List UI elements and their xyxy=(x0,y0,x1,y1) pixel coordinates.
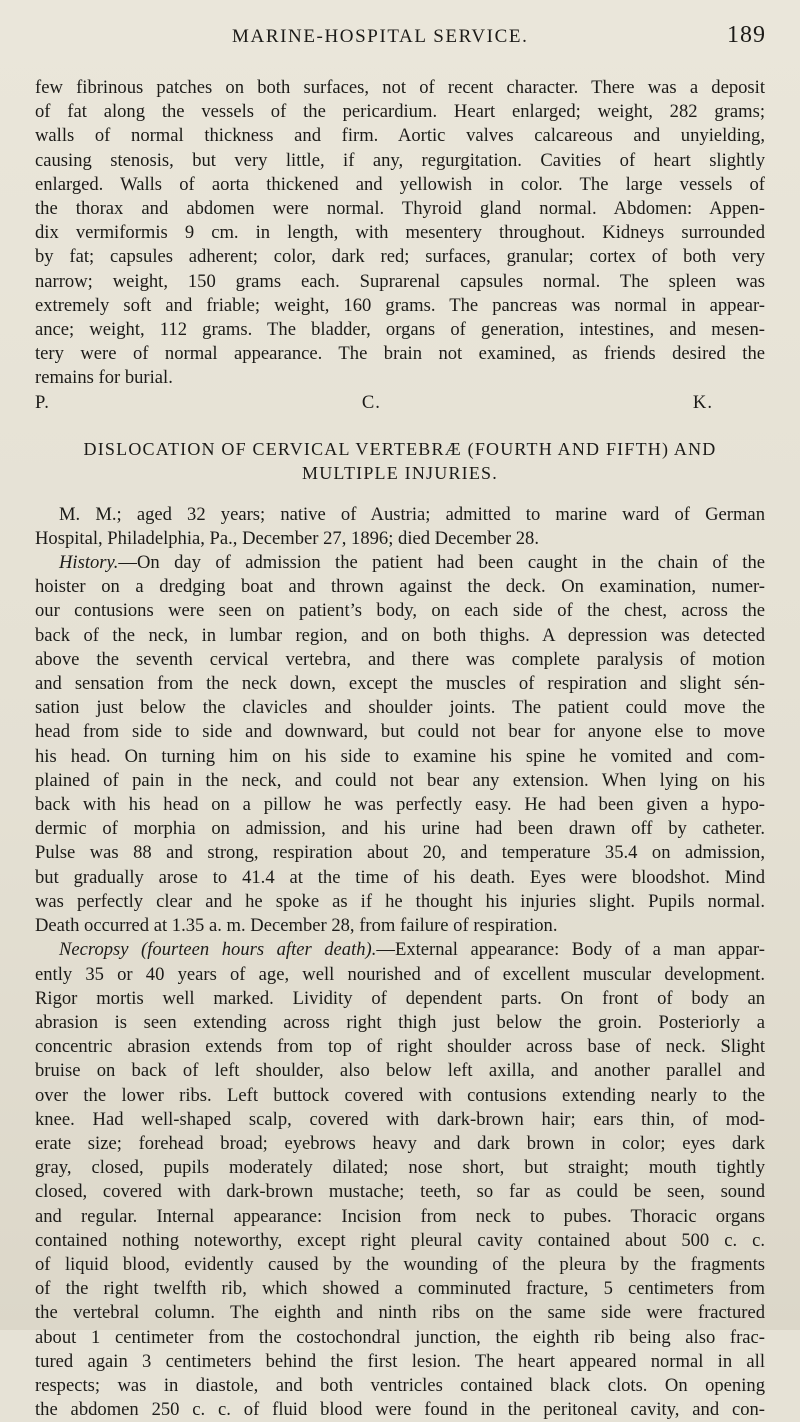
text-line: enlarged. Walls of aorta thickened and yellowish in color. The large vessels of xyxy=(35,173,765,195)
case-heading xyxy=(35,437,765,485)
text-line: and sensation from the neck down, except the muscles of respiration and slight sén- xyxy=(35,673,765,695)
text-line: and regular. Internal appearance: Incision from neck to pubes. Thoracic organs xyxy=(35,1205,765,1227)
text-run: —On day of admission the patient had been caught in the chain of the xyxy=(118,552,765,574)
text-run: —External appearance: Body of a man appar- xyxy=(376,939,765,961)
text-line: by fat; capsules adherent; color, dark red; surfaces, granular; cortex of both very xyxy=(35,246,765,268)
case-heading-line: DISLOCATION OF CERVICAL VERTEBRÆ (FOURTH AND FIFTH) AND xyxy=(83,438,717,459)
text-line: ently 35 or 40 years of age, well nourished and of excellent muscular development. xyxy=(35,963,765,985)
text-line: the vertebral column. The eighth and ninth ribs on the same side were fractured xyxy=(35,1302,765,1324)
text-line: was perfectly clear and he spoke as if he thought his injuries slight. Pupils normal. xyxy=(35,890,765,912)
patient-info-paragraph xyxy=(35,503,765,551)
text-line: sation just below the clavicles and shoulder joints. The patient could move the xyxy=(35,697,765,719)
text-line: the thorax and abdomen were normal. Thyroid gland normal. Abdomen: Appen- xyxy=(35,198,765,220)
text-line: dix vermiformis 9 cm. in length, with mesentery throughout. Kidneys surrounded xyxy=(35,222,765,244)
text-line: few fibrinous patches on both surfaces, not of recent character. There was a deposit xyxy=(35,77,765,98)
text-line: back with his head on a pillow he was perfectly easy. He had been given a hypo- xyxy=(35,794,765,816)
text-line: ance; weight, 112 grams. The bladder, organs of generation, intestines, and mesen- xyxy=(35,319,765,341)
text-line: abrasion is seen extending across right thigh just below the groin. Posteriorly a xyxy=(35,1011,765,1033)
text-line: extremely soft and friable; weight, 160 grams. The pancreas was normal in appear- xyxy=(35,294,765,316)
text-line: bruise on back of left shoulder, also below left axilla, and another parallel and xyxy=(35,1060,765,1082)
text-line: tured again 3 centimeters behind the first lesion. The heart appeared normal in all xyxy=(35,1350,765,1372)
case-heading-line: MULTIPLE INJURIES. xyxy=(302,462,498,483)
text-line: but gradually arose to 41.4 at the time of his death. Eyes were bloodshot. Mind xyxy=(35,866,765,888)
text-line: head from side to side and downward, but could not bear for anyone else to move xyxy=(35,721,765,743)
text-line xyxy=(35,551,765,575)
text-line: of fat along the vessels of the pericardium. Heart enlarged; weight, 282 grams; xyxy=(35,101,765,123)
history-paragraph xyxy=(35,551,765,938)
text-line: Hospital, Philadelphia, Pa., December 27, 1896; died December 28. xyxy=(35,527,539,549)
text-line xyxy=(35,938,765,962)
section-lead: History. xyxy=(59,552,119,574)
text-line: his head. On turning him on his side to examine his spine he vomited and com- xyxy=(35,745,765,767)
text-line: narrow; weight, 150 grams each. Suprarenal capsules normal. The spleen was xyxy=(35,270,765,292)
text-line: of liquid blood, evidently caused by the wounding of the pleura by the fragments xyxy=(35,1253,765,1275)
text-line: of the right twelfth rib, which showed a comminuted fracture, 5 centimeters from xyxy=(35,1278,765,1300)
text-line: contained nothing noteworthy, except right pleural cavity contained about 500 c. c. xyxy=(35,1229,765,1251)
text-line: our contusions were seen on patient’s body, on each side of the chest, across the xyxy=(35,600,765,622)
text-line: tery were of normal appearance. The brain not examined, as friends desired the xyxy=(35,343,765,365)
necropsy-paragraph xyxy=(35,938,765,1422)
text-line: remains for burial. xyxy=(35,367,173,389)
author-initials: P. C. K. xyxy=(35,391,713,413)
text-line: Pulse was 88 and strong, respiration about 20, and temperature 35.4 on admission, xyxy=(35,842,765,864)
text-line: causing stenosis, but very little, if any, regurgitation. Cavities of heart slightly xyxy=(35,149,765,171)
text-line: hoister on a dredging boat and thrown against the deck. On examination, numer- xyxy=(35,576,765,598)
text-line: Death occurred at 1.35 a. m. December 28, from failure of respiration. xyxy=(35,915,558,937)
text-line: knee. Had well-shaped scalp, covered with dark-brown hair; ears thin, of mod- xyxy=(35,1108,765,1130)
text-line: above the seventh cervical vertebra, and there was complete paralysis of motion xyxy=(35,648,765,670)
section-lead: Necropsy (fourteen hours after death). xyxy=(59,939,377,961)
autopsy-continuation-paragraph xyxy=(35,76,765,415)
text-line: M. M.; aged 32 years; native of Austria; admitted to marine ward of German xyxy=(59,503,765,525)
text-line: walls of normal thickness and firm. Aortic valves calcareous and unyielding, xyxy=(35,125,765,147)
text-line: over the lower ribs. Left buttock covered with contusions extending nearly to the xyxy=(35,1084,765,1106)
text-line: back of the neck, in lumbar region, and on both thighs. A depression was detected xyxy=(35,624,765,646)
text-line: respects; was in diastole, and both ventricles contained black clots. On opening xyxy=(35,1374,765,1396)
text-line: the abdomen 250 c. c. of fluid blood were found in the peritoneal cavity, and con- xyxy=(35,1399,765,1421)
text-line: concentric abrasion extends from top of right shoulder across base of neck. Slight xyxy=(35,1036,765,1058)
page-header xyxy=(0,22,800,52)
text-line: gray, closed, pupils moderately dilated; nose short, but straight; mouth tightly xyxy=(35,1157,765,1179)
text-line: erate size; forehead broad; eyebrows heavy and dark brown in color; eyes dark xyxy=(35,1132,765,1154)
spacer xyxy=(35,485,765,503)
running-head: MARINE-HOSPITAL SERVICE. xyxy=(232,26,529,47)
text-line: Rigor mortis well marked. Lividity of dependent parts. On front of body an xyxy=(35,987,765,1009)
text-line: about 1 centimeter from the costochondral junction, the eighth rib being also frac- xyxy=(35,1326,765,1348)
page-number: 189 xyxy=(727,22,766,48)
text-line: plained of pain in the neck, and could not bear any extension. When lying on his xyxy=(35,769,765,791)
text-line: closed, covered with dark-brown mustache; teeth, so far as could be seen, sound xyxy=(35,1181,765,1203)
page-body xyxy=(35,76,765,1422)
text-line: dermic of morphia on admission, and his urine had been drawn off by catheter. xyxy=(35,818,765,840)
